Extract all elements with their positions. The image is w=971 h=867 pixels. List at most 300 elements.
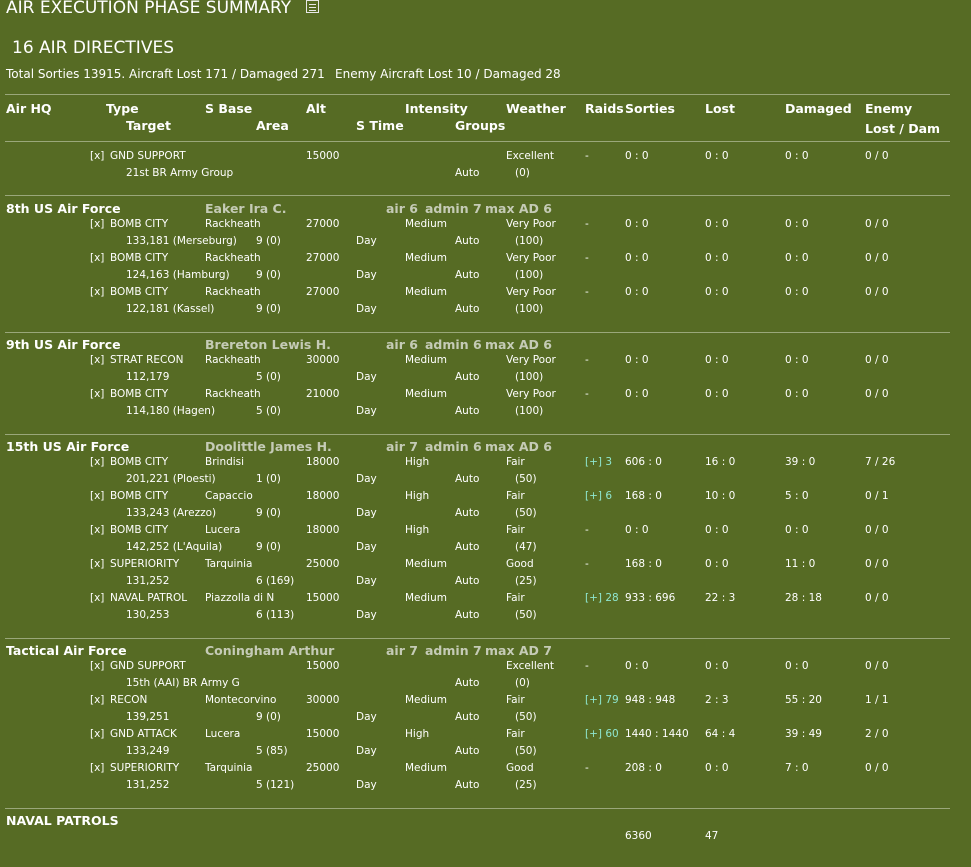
directive-damaged: 0 : 0 (785, 252, 809, 264)
directive-raids: - (585, 762, 589, 774)
directive-raids: - (585, 558, 589, 570)
directive-alt: 30000 (306, 354, 340, 366)
directive-raids: - (585, 524, 589, 536)
directives-count: 16 AIR DIRECTIVES (12, 38, 174, 58)
directive-row (0, 558, 971, 575)
directive-s-time: Day (356, 745, 377, 757)
directive-s-time: Day (356, 235, 377, 247)
directive-lost: 0 : 0 (705, 660, 729, 672)
directive-target: 139,251 (126, 711, 170, 723)
air-hq-commander: Eaker Ira C. (205, 201, 287, 216)
directive-enemy: 7 / 26 (865, 456, 896, 468)
directive-type: BOMB CITY (110, 490, 169, 502)
directive-area: 9 (0) (256, 507, 281, 519)
directive-s-time: Day (356, 269, 377, 281)
directive-sorties: 606 : 0 (625, 456, 662, 468)
directive-enemy: 0 / 0 (865, 592, 889, 604)
directive-detail-row (0, 575, 971, 592)
directive-type: RECON (110, 694, 148, 706)
directive-planes: (50) (515, 711, 537, 723)
summary-own: Total Sorties 13915. Aircraft Lost 171 / Damaged 271 (6, 67, 325, 81)
directive-groups: Auto (455, 745, 480, 757)
directive-damaged: 0 : 0 (785, 150, 809, 162)
directive-s-base: Rackheath (205, 218, 261, 230)
air-hq-max-ad: max AD 6 (485, 337, 552, 352)
directive-raids: - (585, 354, 589, 366)
directive-alt: 25000 (306, 762, 340, 774)
directive-s-time: Day (356, 473, 377, 485)
header-s-time: S Time (356, 118, 404, 133)
directive-planes: (50) (515, 609, 537, 621)
directive-row (0, 252, 971, 269)
divider (5, 332, 950, 333)
directive-sorties: 1440 : 1440 (625, 728, 689, 740)
directive-enemy: 0 / 1 (865, 490, 889, 502)
directive-weather: Very Poor (506, 252, 556, 264)
directive-target: 133,181 (Merseburg) (126, 235, 237, 247)
directive-lost: 64 : 4 (705, 728, 736, 740)
directive-weather: Good (506, 762, 534, 774)
directive-lost: 0 : 0 (705, 762, 729, 774)
directive-detail-row (0, 711, 971, 728)
directive-area: 1 (0) (256, 473, 281, 485)
directive-checkbox[interactable]: [x] (90, 252, 105, 264)
directive-planes: (100) (515, 303, 544, 315)
directive-lost: 0 : 0 (705, 354, 729, 366)
directive-lost: 0 : 0 (705, 252, 729, 264)
directive-damaged: 0 : 0 (785, 524, 809, 536)
directive-weather: Fair (506, 728, 525, 740)
directive-sorties: 0 : 0 (625, 218, 649, 230)
directive-s-time: Day (356, 541, 377, 553)
air-hq-header (0, 337, 971, 354)
directive-alt: 30000 (306, 694, 340, 706)
directive-s-base: Tarquinia (205, 762, 253, 774)
directive-planes: (100) (515, 405, 544, 417)
directive-target: 122,181 (Kassel) (126, 303, 215, 315)
air-hq-max-ad: max AD 6 (485, 201, 552, 216)
directive-detail-row (0, 541, 971, 558)
directive-weather: Good (506, 558, 534, 570)
directive-detail-row (0, 405, 971, 422)
header-type: Type (106, 101, 139, 116)
air-hq-admin-rating: admin 6 (425, 439, 482, 454)
directive-row (0, 660, 971, 677)
directive-s-base: Rackheath (205, 252, 261, 264)
directive-lost: 22 : 3 (705, 592, 736, 604)
directive-detail-row (0, 371, 971, 388)
directive-type: BOMB CITY (110, 218, 169, 230)
directive-groups: Auto (455, 269, 480, 281)
directive-enemy: 0 / 0 (865, 218, 889, 230)
directive-type: GND SUPPORT (110, 150, 186, 162)
directive-enemy: 0 / 0 (865, 660, 889, 672)
directive-enemy: 0 / 0 (865, 524, 889, 536)
naval-patrols-lost: 47 (705, 830, 719, 842)
directive-sorties: 933 : 696 (625, 592, 676, 604)
naval-patrols-sorties: 6360 (625, 830, 652, 842)
directive-weather: Fair (506, 592, 525, 604)
directive-intensity: Medium (405, 592, 447, 604)
directive-weather: Fair (506, 694, 525, 706)
directive-target: 15th (AAI) BR Army G (126, 677, 240, 689)
directive-target: 201,221 (Ploesti) (126, 473, 216, 485)
header-raids: Raids (585, 101, 624, 116)
directive-intensity: Medium (405, 388, 447, 400)
directive-type: BOMB CITY (110, 388, 169, 400)
directive-row (0, 728, 971, 745)
directive-damaged: 11 : 0 (785, 558, 816, 570)
directive-planes: (100) (515, 371, 544, 383)
directive-groups: Auto (455, 167, 480, 179)
directive-area: 9 (0) (256, 303, 281, 315)
directive-detail-row (0, 609, 971, 626)
directive-area: 5 (0) (256, 371, 281, 383)
directive-lost: 0 : 0 (705, 286, 729, 298)
directive-planes: (50) (515, 507, 537, 519)
directive-checkbox[interactable]: [x] (90, 388, 105, 400)
directive-alt: 27000 (306, 286, 340, 298)
directive-damaged: 0 : 0 (785, 660, 809, 672)
directive-detail-row (0, 745, 971, 762)
directive-checkbox[interactable]: [x] (90, 694, 105, 706)
directive-weather: Fair (506, 456, 525, 468)
directive-planes: (50) (515, 745, 537, 757)
directive-alt: 15000 (306, 150, 340, 162)
report-icon[interactable] (306, 0, 319, 13)
directive-s-base: Capaccio (205, 490, 253, 502)
directive-alt: 25000 (306, 558, 340, 570)
directive-type: SUPERIORITY (110, 558, 180, 570)
directive-s-base: Piazzolla di N (205, 592, 275, 604)
directive-s-time: Day (356, 575, 377, 587)
directive-planes: (0) (515, 167, 530, 179)
directive-s-base: Tarquinia (205, 558, 253, 570)
directive-weather: Very Poor (506, 218, 556, 230)
directive-damaged: 0 : 0 (785, 388, 809, 400)
air-hq-air-rating: air 6 (386, 201, 418, 216)
directive-lost: 10 : 0 (705, 490, 736, 502)
directive-groups: Auto (455, 235, 480, 247)
directive-detail-row (0, 303, 971, 320)
directive-area: 9 (0) (256, 711, 281, 723)
directive-row (0, 456, 971, 473)
directive-area: 5 (85) (256, 745, 288, 757)
air-hq-header (0, 643, 971, 660)
directive-groups: Auto (455, 711, 480, 723)
directive-area: 9 (0) (256, 269, 281, 281)
directive-lost: 0 : 0 (705, 150, 729, 162)
directive-raids: - (585, 150, 589, 162)
directive-lost: 0 : 0 (705, 524, 729, 536)
directive-area: 5 (0) (256, 405, 281, 417)
directive-alt: 18000 (306, 490, 340, 502)
air-hq-max-ad: max AD 6 (485, 439, 552, 454)
header-target: Target (126, 118, 171, 133)
directive-enemy: 1 / 1 (865, 694, 889, 706)
directive-groups: Auto (455, 541, 480, 553)
directive-enemy: 0 / 0 (865, 762, 889, 774)
directive-intensity: High (405, 728, 430, 740)
directive-raids: - (585, 252, 589, 264)
directive-intensity: High (405, 490, 430, 502)
directive-planes: (47) (515, 541, 537, 553)
directive-detail-row (0, 677, 971, 694)
directive-weather: Excellent (506, 660, 554, 672)
directive-target: 130,253 (126, 609, 170, 621)
air-hq-air-rating: air 6 (386, 337, 418, 352)
directive-groups: Auto (455, 677, 480, 689)
air-hq-admin-rating: admin 6 (425, 337, 482, 352)
directive-target: 114,180 (Hagen) (126, 405, 216, 417)
directive-s-time: Day (356, 405, 377, 417)
directive-alt: 15000 (306, 592, 340, 604)
directive-target: 142,252 (L'Aquila) (126, 541, 223, 553)
air-hq-header (0, 201, 971, 218)
directive-checkbox[interactable]: [x] (90, 524, 105, 536)
directive-raids[interactable]: [+] 3 (585, 456, 613, 468)
directive-type: BOMB CITY (110, 524, 169, 536)
divider (5, 638, 950, 639)
directive-area: 9 (0) (256, 541, 281, 553)
air-hq-admin-rating: admin 7 (425, 201, 482, 216)
divider (5, 94, 950, 95)
directive-s-base: Rackheath (205, 388, 261, 400)
directive-checkbox[interactable]: [x] (90, 218, 105, 230)
directive-planes: (50) (515, 473, 537, 485)
directive-s-time: Day (356, 711, 377, 723)
directive-checkbox[interactable]: [x] (90, 728, 105, 740)
directive-sorties: 0 : 0 (625, 388, 649, 400)
directive-sorties: 0 : 0 (625, 150, 649, 162)
directive-area: 9 (0) (256, 235, 281, 247)
directive-intensity: Medium (405, 286, 447, 298)
air-hq-name: 15th US Air Force (6, 439, 130, 454)
directive-row (0, 490, 971, 507)
directive-raids: - (585, 660, 589, 672)
directive-sorties: 948 : 948 (625, 694, 676, 706)
directive-damaged: 39 : 0 (785, 456, 816, 468)
directive-damaged: 39 : 49 (785, 728, 822, 740)
directive-damaged: 55 : 20 (785, 694, 822, 706)
directive-type: STRAT RECON (110, 354, 184, 366)
directive-s-base: Rackheath (205, 286, 261, 298)
header-air-hq: Air HQ (6, 101, 52, 116)
directive-checkbox[interactable]: [x] (90, 660, 105, 672)
directive-row (0, 694, 971, 711)
directive-alt: 21000 (306, 388, 340, 400)
directive-planes: (100) (515, 269, 544, 281)
directive-alt: 15000 (306, 660, 340, 672)
directive-intensity: Medium (405, 558, 447, 570)
air-hq-air-rating: air 7 (386, 439, 418, 454)
directive-lost: 0 : 0 (705, 388, 729, 400)
directive-s-base: Montecorvino (205, 694, 277, 706)
directive-checkbox[interactable]: [x] (90, 762, 105, 774)
directive-target: 21st BR Army Group (126, 167, 234, 179)
directive-s-base: Lucera (205, 728, 241, 740)
air-hq-commander: Doolittle James H. (205, 439, 332, 454)
directive-type: BOMB CITY (110, 252, 169, 264)
header-sorties: Sorties (625, 101, 675, 116)
directive-raids[interactable]: [+] 79 (585, 694, 619, 706)
air-hq-admin-rating: admin 7 (425, 643, 482, 658)
directive-raids: - (585, 218, 589, 230)
directive-intensity: Medium (405, 762, 447, 774)
directive-s-base: Lucera (205, 524, 241, 536)
header-damaged: Damaged (785, 101, 852, 116)
directive-enemy: 0 / 0 (865, 150, 889, 162)
directive-raids: - (585, 286, 589, 298)
page-title: AIR EXECUTION PHASE SUMMARY (6, 0, 292, 18)
directive-planes: (25) (515, 779, 537, 791)
directive-s-base: Brindisi (205, 456, 245, 468)
directive-intensity: Medium (405, 218, 447, 230)
directive-lost: 16 : 0 (705, 456, 736, 468)
divider (5, 141, 950, 142)
directive-groups: Auto (455, 609, 480, 621)
directive-area: 5 (121) (256, 779, 295, 791)
directive-s-time: Day (356, 779, 377, 791)
directive-sorties: 0 : 0 (625, 354, 649, 366)
naval-patrols-label: NAVAL PATROLS (6, 813, 119, 828)
directive-type: SUPERIORITY (110, 762, 180, 774)
directive-groups: Auto (455, 575, 480, 587)
directive-target: 133,249 (126, 745, 170, 757)
directive-planes: (100) (515, 235, 544, 247)
directive-row (0, 592, 971, 609)
divider (5, 434, 950, 435)
directive-sorties: 168 : 0 (625, 558, 662, 570)
directive-alt: 18000 (306, 456, 340, 468)
directive-intensity: Medium (405, 252, 447, 264)
directive-enemy: 0 / 0 (865, 558, 889, 570)
directive-intensity: Medium (405, 694, 447, 706)
directive-groups: Auto (455, 303, 480, 315)
directive-raids[interactable]: [+] 28 (585, 592, 619, 604)
summary-enemy: Enemy Aircraft Lost 10 / Damaged 28 (335, 67, 561, 81)
air-hq-commander: Brereton Lewis H. (205, 337, 331, 352)
divider (5, 195, 950, 196)
directive-row (0, 286, 971, 303)
directive-intensity: High (405, 524, 430, 536)
header-s-base: S Base (205, 101, 253, 116)
directive-damaged: 7 : 0 (785, 762, 809, 774)
directive-type: GND ATTACK (110, 728, 177, 740)
header-area: Area (256, 118, 289, 133)
directive-checkbox[interactable]: [x] (90, 150, 105, 162)
directive-damaged: 0 : 0 (785, 286, 809, 298)
directive-sorties: 0 : 0 (625, 524, 649, 536)
directive-enemy: 0 / 0 (865, 388, 889, 400)
directive-checkbox[interactable]: [x] (90, 286, 105, 298)
directive-target: 124,163 (Hamburg) (126, 269, 230, 281)
directive-damaged: 5 : 0 (785, 490, 809, 502)
header-enemy-lost-dam: Lost / Dam (865, 121, 941, 136)
directive-raids: - (585, 388, 589, 400)
directive-alt: 15000 (306, 728, 340, 740)
directive-lost: 2 : 3 (705, 694, 729, 706)
directive-weather: Fair (506, 490, 525, 502)
directive-area: 6 (113) (256, 609, 295, 621)
air-hq-name: 8th US Air Force (6, 201, 121, 216)
directive-lost: 0 : 0 (705, 218, 729, 230)
directive-checkbox[interactable]: [x] (90, 558, 105, 570)
directive-lost: 0 : 0 (705, 558, 729, 570)
directive-intensity: Medium (405, 354, 447, 366)
directive-damaged: 28 : 18 (785, 592, 822, 604)
directive-weather: Fair (506, 524, 525, 536)
directive-sorties: 168 : 0 (625, 490, 662, 502)
directive-s-time: Day (356, 609, 377, 621)
directive-sorties: 0 : 0 (625, 252, 649, 264)
directive-raids[interactable]: [+] 60 (585, 728, 619, 740)
directive-area: 6 (169) (256, 575, 295, 587)
directive-detail-row (0, 167, 971, 184)
directive-checkbox[interactable]: [x] (90, 592, 105, 604)
directive-alt: 27000 (306, 252, 340, 264)
directive-s-time: Day (356, 371, 377, 383)
directive-checkbox[interactable]: [x] (90, 354, 105, 366)
directive-groups: Auto (455, 507, 480, 519)
directive-sorties: 0 : 0 (625, 660, 649, 672)
directive-type: NAVAL PATROL (110, 592, 188, 604)
air-hq-commander: Coningham Arthur (205, 643, 335, 658)
header-weather: Weather (506, 101, 566, 116)
directive-checkbox[interactable]: [x] (90, 456, 105, 468)
directive-detail-row (0, 235, 971, 252)
directive-groups: Auto (455, 405, 480, 417)
directive-type: GND SUPPORT (110, 660, 186, 672)
directive-detail-row (0, 473, 971, 490)
header-alt: Alt (306, 101, 326, 116)
directive-type: BOMB CITY (110, 286, 169, 298)
directive-detail-row (0, 269, 971, 286)
divider (5, 808, 950, 809)
directive-sorties: 0 : 0 (625, 286, 649, 298)
directive-checkbox[interactable]: [x] (90, 490, 105, 502)
directive-s-time: Day (356, 507, 377, 519)
directive-groups: Auto (455, 779, 480, 791)
header-intensity: Intensity (405, 101, 468, 116)
directive-planes: (25) (515, 575, 537, 587)
directive-enemy: 2 / 0 (865, 728, 889, 740)
air-hq-max-ad: max AD 7 (485, 643, 552, 658)
directive-s-base: Rackheath (205, 354, 261, 366)
directive-groups: Auto (455, 473, 480, 485)
directive-weather: Very Poor (506, 388, 556, 400)
directive-damaged: 0 : 0 (785, 218, 809, 230)
directive-type: BOMB CITY (110, 456, 169, 468)
directive-row (0, 354, 971, 371)
directive-weather: Very Poor (506, 286, 556, 298)
header-groups: Groups (455, 118, 506, 133)
directive-row (0, 150, 971, 167)
header-lost: Lost (705, 101, 735, 116)
directive-target: 131,252 (126, 575, 170, 587)
directive-detail-row (0, 779, 971, 796)
air-hq-name: 9th US Air Force (6, 337, 121, 352)
directive-enemy: 0 / 0 (865, 354, 889, 366)
header-enemy: Enemy (865, 101, 913, 116)
directive-row (0, 218, 971, 235)
directive-row (0, 762, 971, 779)
directive-target: 133,243 (Arezzo) (126, 507, 217, 519)
directive-sorties: 208 : 0 (625, 762, 662, 774)
directive-enemy: 0 / 0 (865, 252, 889, 264)
directive-raids[interactable]: [+] 6 (585, 490, 613, 502)
directive-s-time: Day (356, 303, 377, 315)
